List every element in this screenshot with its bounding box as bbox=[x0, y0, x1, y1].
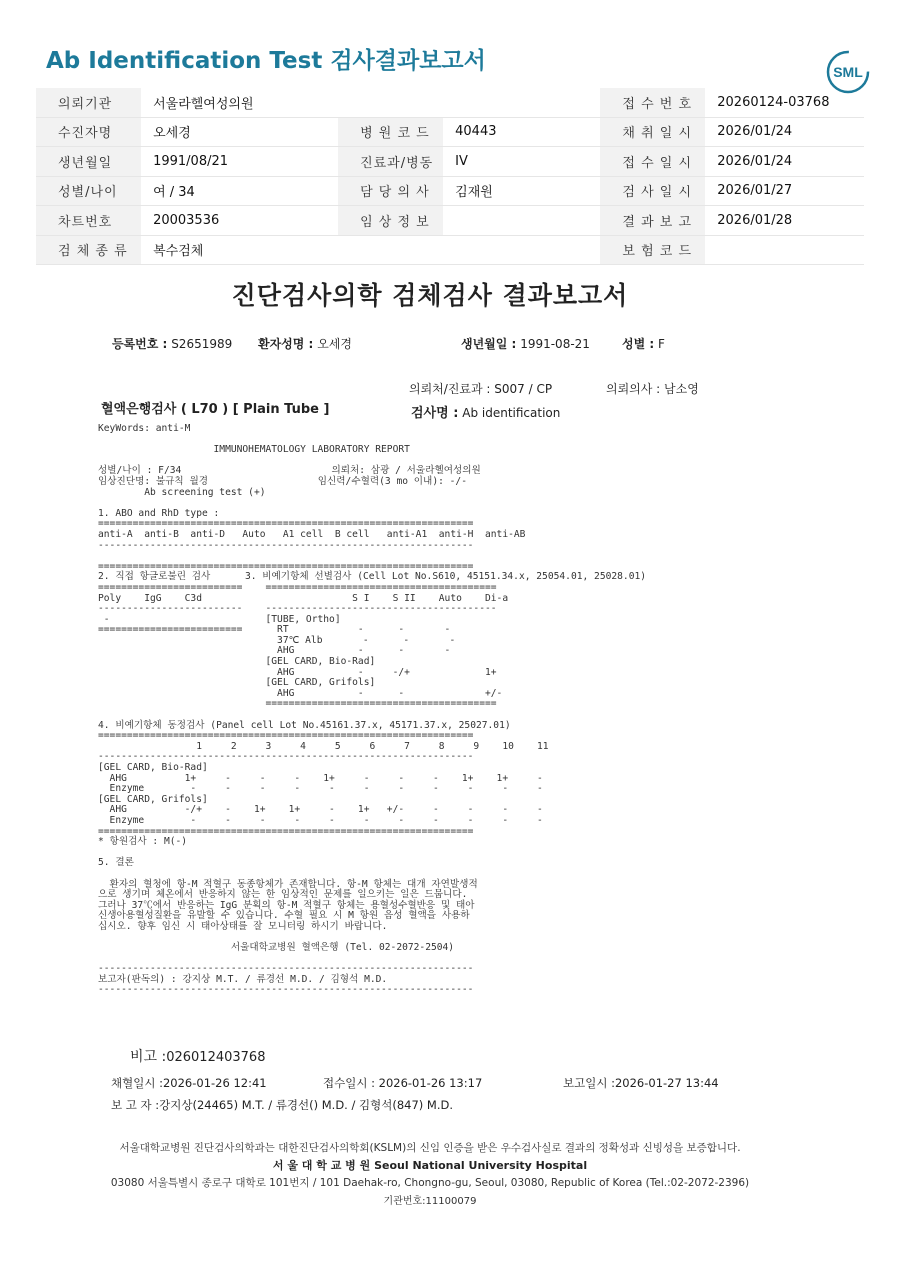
patient-sex: 성별 : F bbox=[622, 337, 665, 351]
reporter-line: 보 고 자 :강지상(24465) M.T. / 류경선() M.D. / 김형석(847) M.D. bbox=[111, 1098, 454, 1112]
info-row bbox=[36, 206, 864, 236]
test-name: 검사명 : Ab identification bbox=[411, 406, 561, 421]
footer-address: 03080 서울특별시 종로구 대학로 101번지 / 101 Daehak-ro, Chongno-gu, Seoul, 03080, Republic of Korea (Tel.:02-2072-2396) bbox=[110, 1177, 750, 1189]
footer-certification: 서울대학교병원 진단검사의학과는 대한진단검사의학회(KSLM)의 신임 인증을 받은 우수검사실로 결과의 정확성과 신빙성을 보증합니다. bbox=[119, 1142, 741, 1154]
info-row bbox=[36, 88, 864, 117]
info-label: 생년월일 bbox=[36, 147, 141, 177]
info-row bbox=[36, 235, 864, 265]
info-value: 여 / 34 bbox=[141, 176, 338, 206]
info-label: 차트번호 bbox=[36, 206, 141, 236]
info-label: 의뢰기관 bbox=[36, 88, 141, 117]
sml-logo bbox=[815, 30, 863, 80]
info-label: 채 취 일 시 bbox=[600, 117, 705, 147]
info-value: 20260124-03768 bbox=[705, 88, 864, 117]
info-label: 검 사 일 시 bbox=[600, 176, 705, 206]
report-time: 보고일시 :2026-01-27 13:44 bbox=[563, 1076, 719, 1090]
info-label: 검 체 종 류 bbox=[36, 235, 141, 265]
info-label bbox=[338, 235, 443, 265]
reg-number: 등록번호 : S2651989 bbox=[112, 337, 233, 351]
info-value: 2026/01/28 bbox=[705, 206, 864, 236]
info-value: 복수검체 bbox=[141, 235, 338, 265]
svg-text:SML: SML bbox=[833, 64, 863, 80]
info-label: 보 험 코 드 bbox=[600, 235, 705, 265]
info-row bbox=[36, 147, 864, 177]
info-value: 40443 bbox=[443, 117, 600, 147]
info-label: 진료과/병동 bbox=[338, 147, 443, 177]
info-label: 접 수 번 호 bbox=[600, 88, 705, 117]
info-value: 2026/01/27 bbox=[705, 176, 864, 206]
info-value bbox=[705, 235, 864, 265]
info-value bbox=[443, 235, 600, 265]
info-label: 병 원 코 드 bbox=[338, 117, 443, 147]
report-title: 진단검사의학 검체검사 결과보고서 bbox=[231, 281, 629, 310]
info-label: 수진자명 bbox=[36, 117, 141, 147]
info-label: 성별/나이 bbox=[36, 176, 141, 206]
patient-dob: 생년월일 : 1991-08-21 bbox=[461, 337, 590, 351]
info-value: 2026/01/24 bbox=[705, 147, 864, 177]
footer-hospital: 서 울 대 학 교 병 원 Seoul National University Hospital bbox=[272, 1159, 588, 1172]
info-row bbox=[36, 176, 864, 206]
info-value: 오세경 bbox=[141, 117, 338, 147]
test-group: 혈액은행검사 ( L70 ) [ Plain Tube ] bbox=[101, 402, 330, 417]
collect-time: 채혈일시 :2026-01-26 12:41 bbox=[111, 1076, 267, 1090]
info-value: 김재원 bbox=[443, 176, 600, 206]
info-value: IV bbox=[443, 147, 600, 177]
doctor-line: 의뢰의사 : 남소영 bbox=[606, 382, 699, 396]
receive-time: 접수일시 : 2026-01-26 13:17 bbox=[323, 1076, 483, 1090]
lab-report-text: KeyWords: anti-M IMMUNOHEMATOLOGY LABORATORY REPORT 성별/나이 : F/34 의뢰처: 삼광 / 서울라헬여성의원 임상진단명: 불규칙 월경 임신력/수혈력(3 mo 이내): -/- Ab screening test (+) 1. ABO and RhD type : ================================================================= anti-A anti-B anti-D Auto A1 cell B cell anti-A1 anti-H anti-AB ----------------------------------------------------------------- ================================================================= 2. 직접 항글로불린 검사 3. 비예기항체 선별검사 (Cell Lot No.S610, 45151.34.x, 25054.01, 25028.01) ========================= ======================================== Poly IgG C3d S I S II Auto Di-a ------------------------- ---------------------------------------- - [TUBE, Ortho] ========================= RT - - - 37℃ Alb - - - AHG - - - [GEL CARD, Bio-Rad] AHG - -/+ 1+ [GEL CARD, Grifols] AHG - - +/- ======================================== 4. 비예기항체 동정검사 (Panel cell Lot No.45161.37.x, 45171.37.x, 25027.01) ================================================================= 1 2 3 4 5 6 7 8 9 10 11 ----------------------------------------------------------------- [GEL CARD, Bio-Rad] AHG 1+ - - - 1+ - - - 1+ 1+ - Enzyme - - - - - - - - - - - [GEL CARD, Grifols] AHG -/+ - 1+ 1+ - 1+ +/- - - - - Enzyme - - - - - - - - - - - ================================================================= * 항원검사 : M(-) 5. 결론 환자의 혈청에 항-M 적혈구 동종항체가 존재합니다. 항-M 항체는 대개 자연발생적 으로 생기며 체온에서 반응하지 않는 한 임상적인 문제를 일으키는 일은 드뭅니다. 그러나 37℃에서 반응하는 IgG 분획의 항-M 적혈구 항체는 용혈성수혈반응 및 태아 신생아용혈성질환을 유발할 수 있습니다. 수혈 필요 시 M 항원 음성 혈액을 사용하 십시오. 향후 임신 시 태아상태를 잘 모니터링 하시기 바랍니다. 서울대학교병원 혈액은행 (Tel. 02-2072-2504) ----------------------------------------------------------------- 보고자(판독의) : 강지상 M.T. / 류경선 M.D. / 김형석 M.D. ----------------------------------------------------------------- bbox=[98, 423, 647, 996]
info-value bbox=[443, 88, 600, 117]
info-row bbox=[36, 117, 864, 147]
report-header-title: Ab Identification Test 검사결과보고서 bbox=[46, 48, 486, 74]
info-label: 임 상 정 보 bbox=[338, 206, 443, 236]
info-value: 2026/01/24 bbox=[705, 117, 864, 147]
remark-bigo: 비고 :026012403768 bbox=[130, 1049, 266, 1065]
patient-info-table bbox=[36, 88, 864, 265]
info-label: 접 수 일 시 bbox=[600, 147, 705, 177]
patient-name: 환자성명 : 오세경 bbox=[258, 337, 352, 351]
info-label: 결 과 보 고 bbox=[600, 206, 705, 236]
info-label: 담 당 의 사 bbox=[338, 176, 443, 206]
info-value: 20003536 bbox=[141, 206, 338, 236]
info-value: 1991/08/21 bbox=[141, 147, 338, 177]
footer-code: 기관번호:11100079 bbox=[383, 1196, 477, 1207]
info-value: 서울라헬여성의원 bbox=[141, 88, 338, 117]
dept-line: 의뢰처/진료과 : S007 / CP bbox=[409, 382, 553, 396]
info-label bbox=[338, 88, 443, 117]
info-value bbox=[443, 206, 600, 236]
